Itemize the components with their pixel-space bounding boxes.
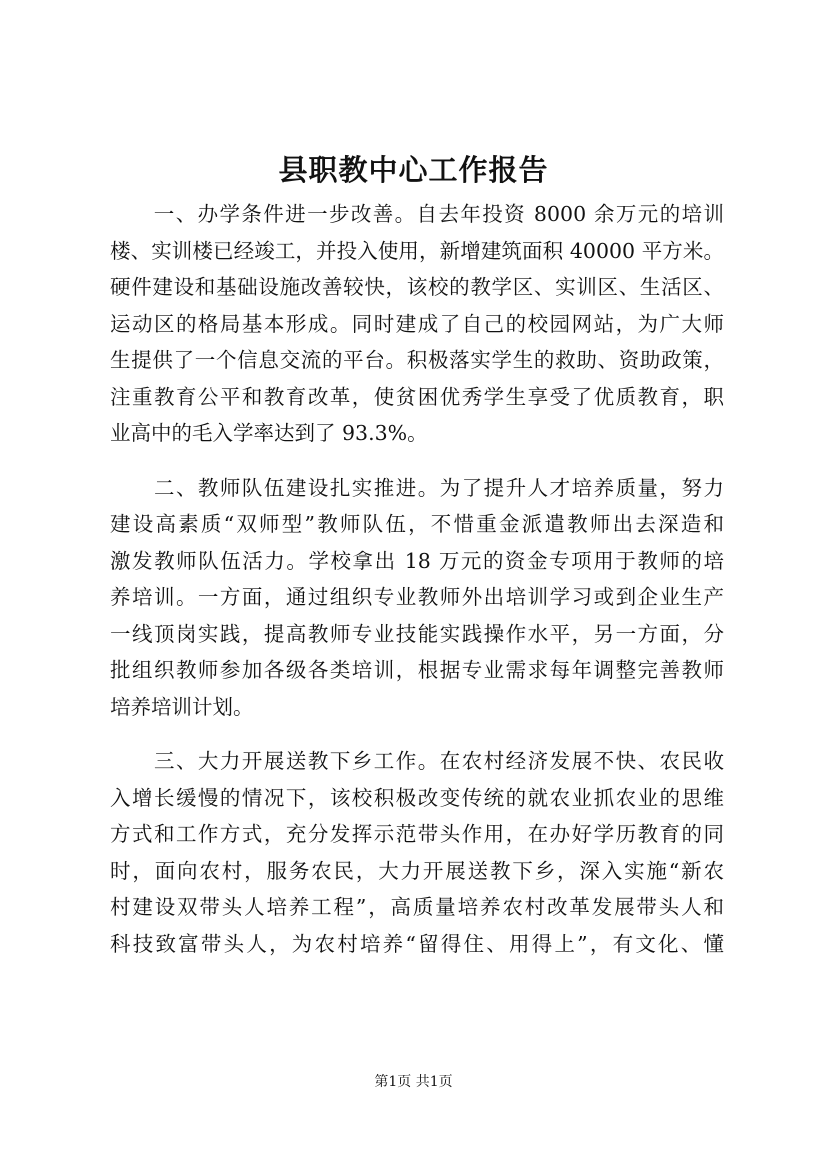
paragraph-line: 一、办学条件进一步改善。自去年投资 8000 余万元的培训	[110, 202, 724, 226]
paragraph-2	[110, 470, 724, 726]
paragraph-spacer	[110, 452, 724, 470]
paragraph-line: 二、教师队伍建设扎实推进。为了提升人才培养质量，努力	[110, 475, 724, 500]
paragraph-line: 养培训。一方面，通过组织专业教师外出培训学习或到企业生产	[110, 585, 724, 609]
paragraph-line: 三、大力开展送教下乡工作。在农村经济发展不快、农民收	[110, 749, 724, 773]
paragraph-line: 培养培训计划。	[110, 694, 254, 719]
document-title: 县职教中心工作报告	[278, 153, 549, 187]
paragraph-line: 批组织教师参加各级各类培训，根据专业需求每年调整完善教师	[110, 658, 724, 682]
paragraph-line: 硬件建设和基础设施改善较快，该校的教学区、实训区、生活区、	[110, 275, 724, 299]
paragraph-line: 科技致富带头人，为农村培养“留得住、用得上”，有文化、懂	[110, 931, 724, 956]
paragraph-line: 注重教育公平和教育改革，使贫困优秀学生享受了优质教育，职	[110, 384, 724, 409]
paragraph-line: 时，面向农村，服务农民，大力开展送教下乡，深入实施“新农	[110, 858, 724, 883]
page-footer: 第1页 共1页	[374, 1074, 453, 1090]
paragraph-line: 方式和工作方式，充分发挥示范带头作用，在办好学历教育的同	[110, 822, 724, 846]
paragraph-1	[110, 196, 724, 452]
paragraph-line: 入增长缓慢的情况下，该校积极改变传统的就农业抓农业的思维	[110, 785, 724, 810]
paragraph-line: 运动区的格局基本形成。同时建成了自己的校园网站，为广大师	[110, 311, 724, 336]
paragraph-line: 生提供了一个信息交流的平台。积极落实学生的救助、资助政策，	[110, 348, 724, 372]
paragraph-line: 楼、实训楼已经竣工，并投入使用，新增建筑面积 40000 平方米。	[110, 238, 724, 263]
paragraph-line: 村建设双带头人培养工程”，高质量培养农村改革发展带头人和	[110, 895, 724, 919]
paragraph-line: 一线顶岗实践，提高教师专业技能实践操作水平，另一方面，分	[110, 621, 724, 646]
document-body	[110, 196, 724, 962]
paragraph-line: 业高中的毛入学率达到了 93.3%。	[110, 421, 428, 445]
paragraph-3	[110, 743, 724, 962]
paragraph-line: 激发教师队伍活力。学校拿出 18 万元的资金专项用于教师的培	[110, 548, 724, 573]
paragraph-line: 建设高素质“双师型”教师队伍，不惜重金派遣教师出去深造和	[110, 512, 724, 536]
paragraph-spacer	[110, 725, 724, 743]
